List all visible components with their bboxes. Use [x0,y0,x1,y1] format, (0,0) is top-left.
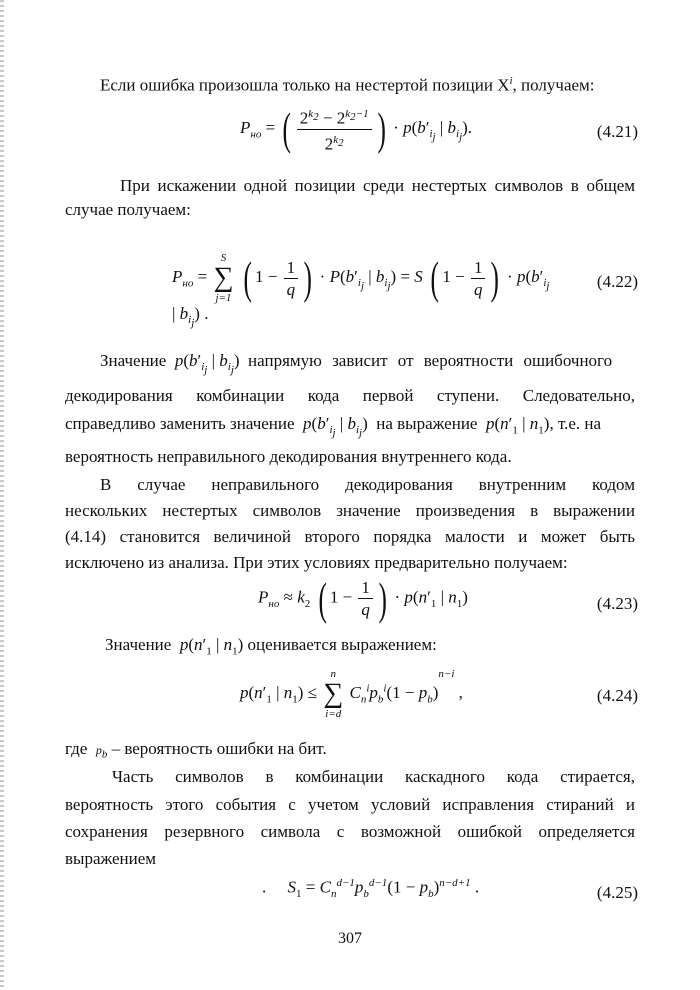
paragraph-2-line-2: случае получаем: [65,200,191,219]
paragraph-3-line-1: Значение $p(b'_{i_j}$ | $b_{i_j}$) напрямую зависит от вероятности ошибочного [100,351,613,377]
page-number: 307 [338,930,362,947]
equation-number-4-22: (4.22) [596,272,638,291]
paragraph-7-line-4: выражением [65,849,157,868]
paragraph-4-line-2: нескольких нестертых символов значение произведения в выражении [65,501,635,520]
paragraph-3-line-4: вероятность неправильного декодирования внутреннего кода. [65,447,512,466]
paragraph-3-line-3: справедливо заменить значение $p(b'_{i_j}$ | $b_{i_j}$) на выражение $p(n'_1$ | $n_1$), т.е. на [65,414,602,440]
paragraph-4-line-3: (4.14) становится величиной второго порядка малости и может быть [65,527,635,546]
paragraph-4-line-1: В случае неправильного декодирования внутренним кодом [100,475,635,494]
paragraph-7-line-2: вероятность этого события с учетом условий исправления стираний и [65,795,635,814]
paragraph-5: Значение $p(n'_1$ | $n_1$) оценивается выражением: [105,635,437,658]
equation-4-24: $p(n'_1$ | $n_1$) ≤ n ∑ i=d $C_n^ip_b^i(1 - p_b)^{n-i}$ , [240,668,463,720]
equation-number-4-23: (4.23) [596,594,638,613]
inline-formula-p-b-ij: $p(b'_{i_j}$ | $b_{i_j}$) [174,351,240,377]
paragraph-7-line-3: сохранения резервного символа с возможной ошибкой определяется [65,822,635,841]
paragraph-6: где $p_b$ – вероятность ошибки на бит. [65,739,327,761]
equation-4-21: $P_{но}$ = ( $\frac{2^{k_2} - 2^{k_2-1}}{2^{k_2}}$ ) · $p(b'_{i_j}$ | $b_{i_j}$). [240,103,473,155]
equation-4-23: $P_{но} \approx k_2$ ( 1 − $\frac{1}{q}$ ) · $p(n'_1$ | $n_1$) [258,572,468,624]
paragraph-1: Если ошибка произошла только на нестертой позиции $X^i$, получаем: [100,75,595,95]
equation-number-4-25: (4.25) [596,883,638,902]
paragraph-2-line-1: При искажении одной позиции среди нестертых символов в общем [120,176,635,195]
page-edge [0,0,4,990]
paragraph-3-line-2: декодирования комбинации кода первой ступени. Следовательно, [65,386,635,405]
equation-number-4-21: (4.21) [596,122,638,141]
paragraph-7-line-1: Часть символов в комбинации каскадного кода стирается, [112,767,635,786]
equation-number-4-24: (4.24) [596,686,638,705]
equation-4-22: $P_{но}$ = S ∑ j=1 ( 1 − $\frac{1}{q}$ ) · $P(b'_{i_j}$ | $b_{i_j}) = S$ ( 1 − $\frac{1}{q}$ ) · $p(b'_{i_j}$ | $b_{i_j}$) . [172,252,550,330]
equation-4-25: . $S_1 = C_n^{d-1}p_b^{d-1}(1 - p_b)^{n-d+1}$ . [262,877,480,901]
paragraph-4-line-4: исключено из анализа. При этих условиях предварительно получаем: [65,553,568,572]
